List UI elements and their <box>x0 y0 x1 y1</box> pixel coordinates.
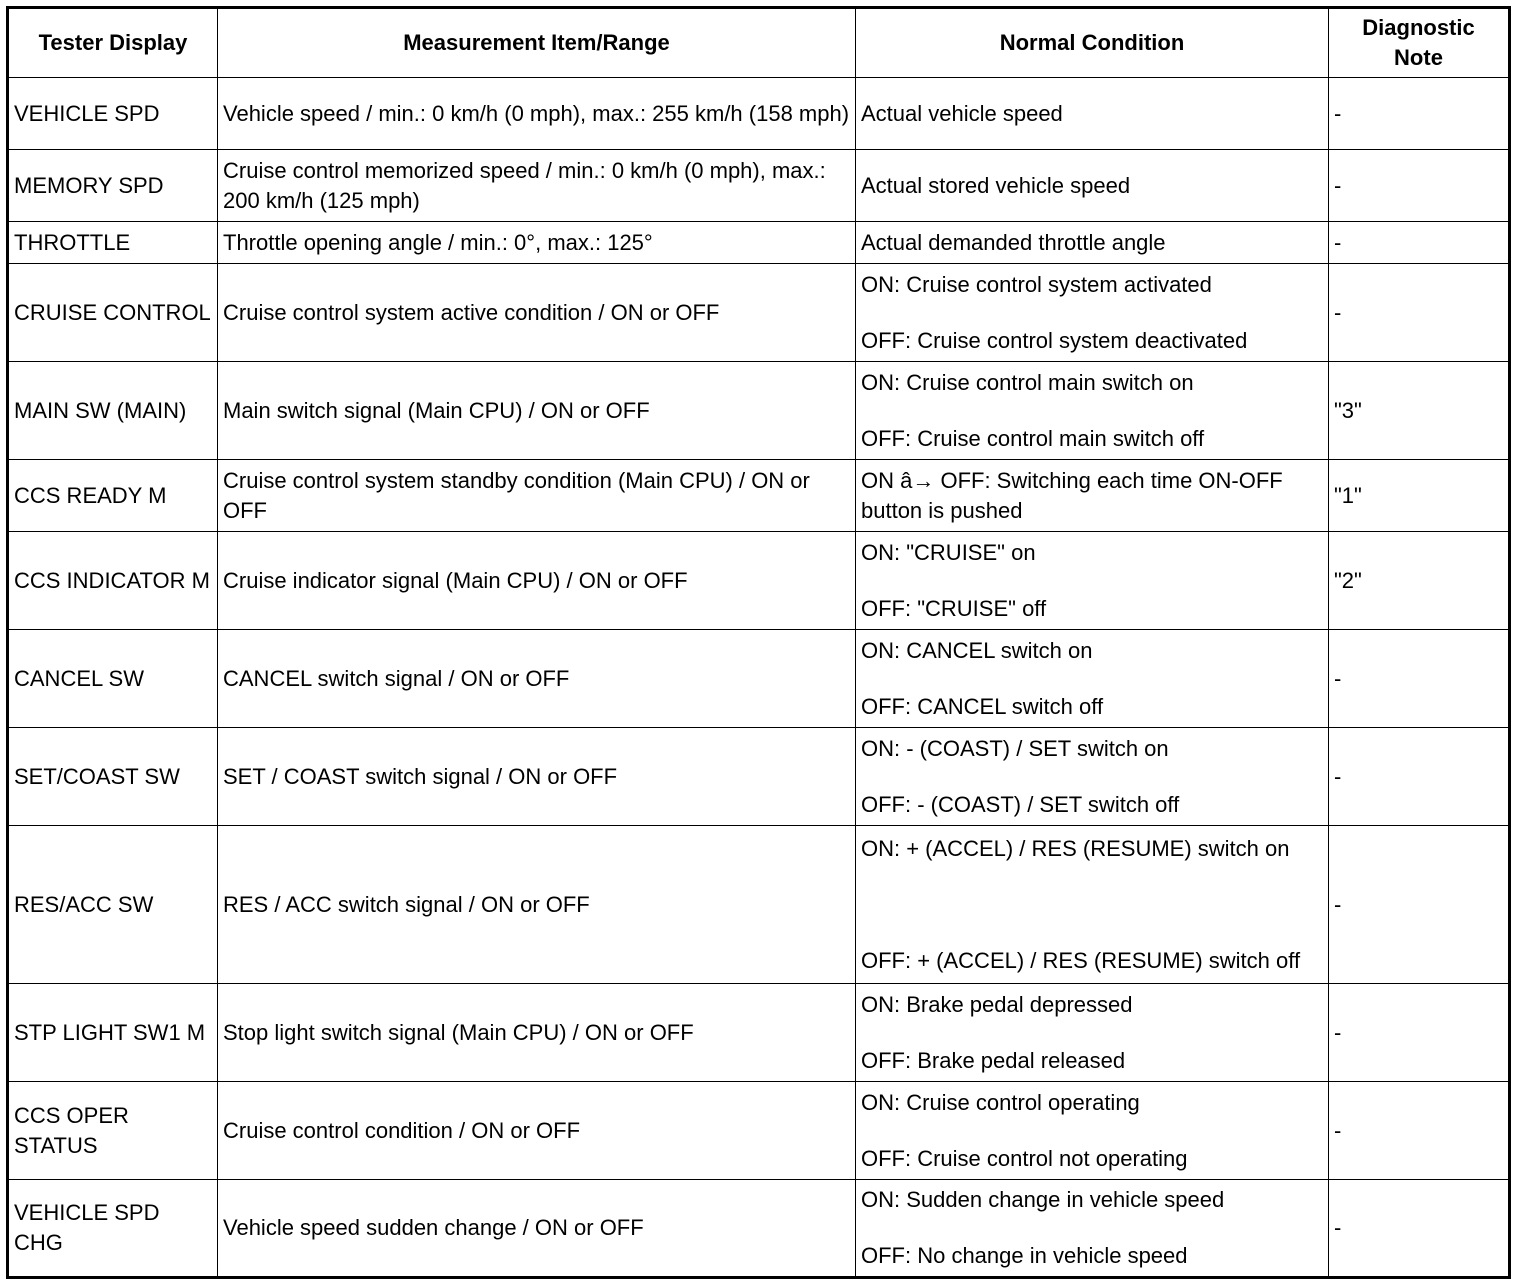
header-row <box>8 8 1510 78</box>
diagnostic-note-cell: - <box>1329 728 1510 826</box>
condition-on: ON: Cruise control main switch on <box>861 369 1194 395</box>
table-row <box>8 630 1510 728</box>
condition-off: OFF: Cruise control not operating <box>861 1145 1188 1171</box>
normal-condition-cell <box>856 1082 1329 1180</box>
condition-pair <box>861 990 1323 1076</box>
measurement-cell: SET / COAST switch signal / ON or OFF <box>218 728 856 826</box>
measurement-cell: CANCEL switch signal / ON or OFF <box>218 630 856 728</box>
table-row <box>8 78 1510 150</box>
condition-off: OFF: - (COAST) / SET switch off <box>861 791 1180 817</box>
normal-condition-cell <box>856 264 1329 362</box>
measurement-cell: Main switch signal (Main CPU) / ON or OFF <box>218 362 856 460</box>
condition-on: ON: Brake pedal depressed <box>861 991 1133 1017</box>
condition-on: ON: CANCEL switch on <box>861 637 1093 663</box>
condition-off: OFF: CANCEL switch off <box>861 693 1104 719</box>
condition-on: ON: + (ACCEL) / RES (RESUME) switch on <box>861 835 1290 861</box>
diagnostic-note-cell: - <box>1329 984 1510 1082</box>
condition-pair <box>861 1185 1323 1271</box>
normal-condition-cell <box>856 222 1329 264</box>
condition-off: OFF: Cruise control system deactivated <box>861 327 1248 353</box>
tester-display-cell: MEMORY SPD <box>8 150 218 222</box>
table-row <box>8 362 1510 460</box>
condition-off: OFF: No change in vehicle speed <box>861 1243 1188 1268</box>
tester-display-cell: MAIN SW (MAIN) <box>8 362 218 460</box>
normal-condition-cell <box>856 826 1329 984</box>
tester-display-cell: CCS INDICATOR M <box>8 532 218 630</box>
table-row <box>8 728 1510 826</box>
measurement-cell: Vehicle speed / min.: 0 km/h (0 mph), max.: 255 km/h (158 mph) <box>218 78 856 150</box>
measurement-cell: RES / ACC switch signal / ON or OFF <box>218 826 856 984</box>
condition-on: ON: "CRUISE" on <box>861 539 1036 565</box>
table-row <box>8 532 1510 630</box>
diagnostic-note-cell: - <box>1329 630 1510 728</box>
diagnostic-note-cell: - <box>1329 1082 1510 1180</box>
tester-display-cell: VEHICLE SPD CHG <box>8 1180 218 1278</box>
measurement-cell: Throttle opening angle / min.: 0°, max.: 125° <box>218 222 856 264</box>
condition-text: ON â→ OFF: Switching each time ON-OFF button is pushed <box>861 467 1283 523</box>
normal-condition-cell <box>856 984 1329 1082</box>
condition-pair <box>861 1088 1323 1174</box>
table-row <box>8 1082 1510 1180</box>
condition-pair <box>861 834 1323 976</box>
condition-text: Actual vehicle speed <box>861 100 1063 126</box>
tester-display-cell: STP LIGHT SW1 M <box>8 984 218 1082</box>
measurement-cell: Cruise control memorized speed / min.: 0 km/h (0 mph), max.: 200 km/h (125 mph) <box>218 150 856 222</box>
tester-display-cell: CCS READY M <box>8 460 218 532</box>
condition-text: Actual stored vehicle speed <box>861 172 1131 198</box>
normal-condition-cell <box>856 728 1329 826</box>
tester-data-table <box>6 6 1511 1279</box>
condition-pair <box>861 270 1323 356</box>
diagnostic-note-cell: "1" <box>1329 460 1510 532</box>
condition-pair <box>861 636 1323 722</box>
table-row <box>8 150 1510 222</box>
normal-condition-cell <box>856 362 1329 460</box>
tester-display-cell: CRUISE CONTROL <box>8 264 218 362</box>
header-tester-display: Tester Display <box>8 8 218 78</box>
diagnostic-note-cell: - <box>1329 264 1510 362</box>
condition-pair <box>861 734 1323 820</box>
header-measurement-item: Measurement Item/Range <box>218 8 856 78</box>
diagnostic-note-cell: - <box>1329 222 1510 264</box>
diagnostic-note-cell: - <box>1329 826 1510 984</box>
table-row <box>8 264 1510 362</box>
condition-off: OFF: "CRUISE" off <box>861 595 1047 621</box>
measurement-cell: Cruise control condition / ON or OFF <box>218 1082 856 1180</box>
normal-condition-cell <box>856 460 1329 532</box>
tester-display-cell: THROTTLE <box>8 222 218 264</box>
condition-pair <box>861 538 1323 624</box>
condition-off: OFF: Brake pedal released <box>861 1047 1126 1073</box>
table-row <box>8 222 1510 264</box>
table-row <box>8 826 1510 984</box>
normal-condition-cell <box>856 150 1329 222</box>
measurement-cell: Cruise control system standby condition (Main CPU) / ON or OFF <box>218 460 856 532</box>
table-row <box>8 1180 1510 1278</box>
tester-display-cell: VEHICLE SPD <box>8 78 218 150</box>
diagnostic-note-cell: - <box>1329 78 1510 150</box>
measurement-cell: Cruise indicator signal (Main CPU) / ON or OFF <box>218 532 856 630</box>
measurement-cell: Cruise control system active condition / ON or OFF <box>218 264 856 362</box>
tester-display-cell: RES/ACC SW <box>8 826 218 984</box>
normal-condition-cell <box>856 630 1329 728</box>
table-body <box>8 78 1510 1278</box>
table-header <box>8 8 1510 78</box>
tester-display-cell: CANCEL SW <box>8 630 218 728</box>
diagnostic-note-cell: - <box>1329 1180 1510 1278</box>
condition-on: ON: Cruise control system activated <box>861 271 1212 297</box>
condition-off: OFF: Cruise control main switch off <box>861 425 1205 451</box>
condition-text: Actual demanded throttle angle <box>861 229 1166 255</box>
header-diagnostic-note: Diagnostic Note <box>1329 8 1510 78</box>
normal-condition-cell <box>856 1180 1329 1278</box>
condition-on: ON: Sudden change in vehicle speed <box>861 1187 1225 1212</box>
condition-pair <box>861 368 1323 454</box>
tester-display-cell: SET/COAST SW <box>8 728 218 826</box>
diagnostic-note-cell: "3" <box>1329 362 1510 460</box>
table-row <box>8 984 1510 1082</box>
diagnostic-note-cell: "2" <box>1329 532 1510 630</box>
measurement-cell: Vehicle speed sudden change / ON or OFF <box>218 1180 856 1278</box>
condition-on: ON: - (COAST) / SET switch on <box>861 735 1169 761</box>
measurement-cell: Stop light switch signal (Main CPU) / ON or OFF <box>218 984 856 1082</box>
normal-condition-cell <box>856 532 1329 630</box>
diagnostic-note-cell: - <box>1329 150 1510 222</box>
normal-condition-cell <box>856 78 1329 150</box>
tester-display-cell: CCS OPER STATUS <box>8 1082 218 1180</box>
condition-on: ON: Cruise control operating <box>861 1089 1140 1115</box>
header-normal-condition: Normal Condition <box>856 8 1329 78</box>
condition-off: OFF: + (ACCEL) / RES (RESUME) switch off <box>861 947 1301 973</box>
table-row <box>8 460 1510 532</box>
